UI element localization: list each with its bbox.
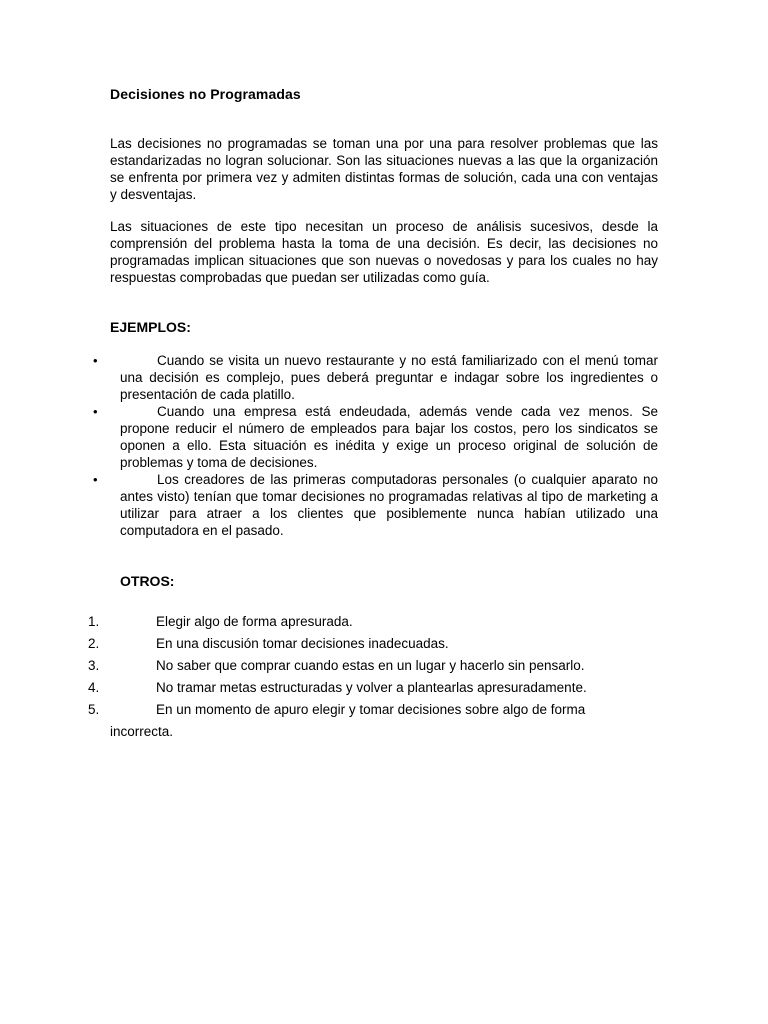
list-item (0, 699, 658, 743)
list-number: 4. (88, 680, 100, 695)
examples-heading: EJEMPLOS: (110, 319, 191, 335)
paragraph-2: Las situaciones de este tipo necesitan un proceso de análisis sucesivos, desde la comprensión del problema hasta la toma de una decisión. Es decir, las decisiones no programadas implican situaciones que son nuevas o novedosas y para los cuales no hay respuestas comprobadas que puedan ser utilizadas como guía. (110, 219, 658, 285)
other-text: No saber que comprar cuando estas en un lugar y hacerlo sin pensarlo. (156, 658, 585, 673)
bullet-icon: • (93, 404, 98, 419)
list-item (0, 655, 658, 677)
bullet-icon: • (93, 472, 98, 487)
examples-list (0, 352, 768, 539)
other-text: No tramar metas estructuradas y volver a plantearlas apresuradamente. (156, 680, 587, 695)
other-text: En un momento de apuro elegir y tomar decisiones sobre algo de forma (156, 702, 586, 717)
list-item (0, 403, 658, 471)
example-text: Los creadores de las primeras computadoras personales (o cualquier aparato no antes visto) tenían que tomar decisiones no programadas relativas al tipo de marketing a utilizar para atraer a los clientes que posiblemente nunca habían utilizado una computadora en el pasado. (120, 472, 658, 538)
list-item (0, 633, 658, 655)
list-number: 5. (88, 702, 100, 717)
others-list (0, 611, 768, 743)
document-title: Decisiones no Programadas (110, 86, 301, 102)
other-text: En una discusión tomar decisiones inadecuadas. (156, 636, 449, 651)
list-number: 3. (88, 658, 100, 673)
list-item (0, 611, 658, 633)
others-heading: OTROS: (120, 573, 175, 589)
list-item (0, 677, 658, 699)
list-number: 1. (88, 614, 100, 629)
example-text: Cuando se visita un nuevo restaurante y no está familiarizado con el menú tomar una decisión es complejo, pues deberá preguntar e indagar sobre los ingredientes o presentación de cada platillo. (120, 353, 658, 402)
other-text: Elegir algo de forma apresurada. (156, 614, 353, 629)
paragraph-1: Las decisiones no programadas se toman una por una para resolver problemas que las estandarizadas no logran solucionar. Son las situaciones nuevas a las que la organización se enfrenta por primera vez y admiten distintas formas de solución, cada una con ventajas y desventajas. (110, 136, 658, 202)
other-text-continuation: incorrecta. (110, 724, 174, 739)
example-text: Cuando una empresa está endeudada, además vende cada vez menos. Se propone reducir el número de empleados para bajar los costos, pero los sindicatos se oponen a ello. Esta situación es inédita y exige un proceso original de solución de problemas y toma de decisiones. (120, 404, 658, 470)
list-item (0, 471, 658, 539)
list-item (0, 352, 658, 403)
bullet-icon: • (93, 353, 98, 368)
list-number: 2. (88, 636, 100, 651)
